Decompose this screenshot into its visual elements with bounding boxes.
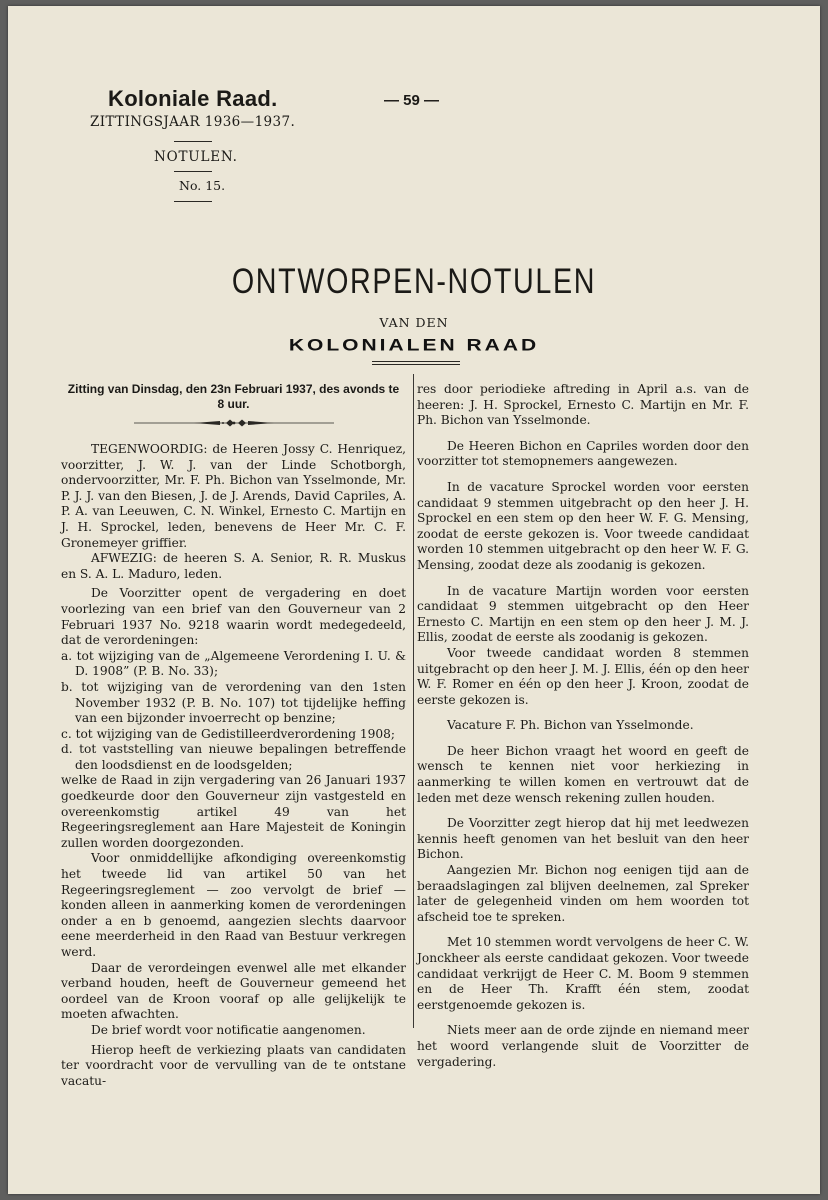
ornament-rule-icon [134,418,334,428]
title-rule [372,361,460,362]
body-paragraph: De Voorzitter opent de vergadering en doet voorlezing van een brief van den Gouverneur van 2 Februari 1937 No. 9218 waarin wordt medegedeeld, dat de verordeningen: [61,586,406,648]
body-paragraph: Voor tweede candidaat worden 8 stemmen uitgebracht op den heer J. M. J. Ellis, één op den heer W. F. Romer en één op den heer J. Kroon, zoodat de eerste gekozen is. [417,645,749,707]
body-paragraph: Daar de verordeingen evenwel alle met elkander verband houden, heeft de Gouverneur gemeend het oordeel van de Kroon vooraf op alle gelijkelijk te moeten afwachten. [61,960,406,1022]
right-column [417,382,749,1070]
list-item: d. tot vaststelling van nieuwe bepalingen betreffende den loodsdienst en de loodsgelden; [61,742,406,772]
document-page [8,6,820,1194]
body-paragraph: De Heeren Bichon en Capriles worden door den voorzitter tot stemopnemers aangewezen. [417,438,749,469]
left-column [61,382,406,1089]
list-item: a. tot wijziging van de „Algemeene Verordening I. U. & D. 1908” (P. B. No. 33); [61,648,406,679]
body-paragraph: In de vacature Martijn worden voor eersten candidaat 9 stemmen uitgebracht op den Heer Ernesto C. Martijn en een stem op den heer J. M. J. Ellis, zoodat de eerste als zoodanig is gekozen. [417,583,749,645]
closing-paragraph: Niets meer aan de orde zijnde en niemand meer het woord verlangende sluit de Voorzitter de vergadering. [417,1023,749,1069]
body-paragraph: Met 10 stemmen wordt vervolgens de heer C. W. Jonckheer als eerste candidaat gekozen. Voor tweede candidaat verkrijgt de Heer C. M. Boom 9 stemmen en de Heer Th. Krafft één stem, zoodat eerstgenoemde gekozen is. [417,935,749,1012]
body-paragraph: Voor onmiddellijke afkondiging overeenkomstig het tweede lid van artikel 50 van het Regeeringsreglement — zoo vervolgt de brief — konden alleen in aanmerking komen de verordeningen onder a en b genoemd, aangezien slechts daarvoor eene meerderheid in den Raad van Bestuur verkregen werd. [61,851,406,959]
body-paragraph: res door periodieke aftreding in April a.s. van de heeren: J. H. Sprockel, Ernesto C. Martijn en Mr. F. Ph. Bichon van Ysselmonde. [417,382,749,428]
title-connector: VAN DEN [379,315,449,330]
header-rule [174,171,212,172]
list-item: b. tot wijziging van de verordening van den 1sten November 1932 (P. B. No. 107) tot tijdelijke heffing van een bijzonder invoerrecht op benzine; [61,679,406,726]
section-label: NOTULEN. [154,149,238,165]
body-paragraph: Aangezien Mr. Bichon nog eenigen tijd aan de beraadslagingen zal blijven deelnemen, zal Spreker later de gelegenheid vinden om hem woorden tot afscheid toe te spreken. [417,863,749,924]
attendance-paragraph: TEGENWOORDIG: de Heeren Jossy C. Henriquez, voorzitter, J. W. J. van der Linde Schotborgh, ondervoorzitter, Mr. F. Ph. Bichon van Ysselmonde, Mr. P. J. J. van den Biesen, J. de J. Arends, David Capriles, A. P. A. van Leeuwen, C. N. Winkel, Ernesto C. Martijn en J. H. Sprockel, leden, benevens de Heer Mr. C. F. Gronemeyer griffier. [61,442,406,550]
title-rule [372,364,460,365]
body-paragraph: Hierop heeft de verkiezing plaats van candidaten ter voordracht voor de vervulling van de te ontstane vacatu- [61,1042,406,1088]
absence-paragraph: AFWEZIG: de heeren S. A. Senior, R. R. Muskus en S. A. L. Maduro, leden. [61,551,406,581]
body-paragraph: De brief wordt voor notificatie aangenomen. [91,1022,366,1037]
council-title: KOLONIALEN RAAD [288,336,540,355]
header-rule [174,201,212,202]
session-heading: Zitting van Dinsdag, den 23n Februari 1937, des avonds te 8 uur. [67,382,400,411]
body-paragraph: De Voorzitter zegt hierop dat hij met leedwezen kennis heeft genomen van het besluit van den heer Bichon. [417,816,749,862]
body-paragraph: De heer Bichon vraagt het woord en geeft de wensch te kennen niet voor herkiezing in aanmerking te willen komen en vertrouwt dat de leden met deze wensch rekening zullen houden. [417,743,749,805]
body-paragraph: welke de Raad in zijn vergadering van 26 Januari 1937 goedkeurde door den Gouverneur zijn vastgesteld en overeenkomstig artikel 49 van het Regeeringsreglement aan Hare Majesteit de Koningin zullen worden doorgezonden. [61,773,406,850]
main-title: ONTWORPEN-NOTULEN [231,262,597,301]
list-item: c. tot wijziging van de Gedistilleerdverordening 1908; [61,726,396,741]
vacancy-heading: Vacature F. Ph. Bichon van Ysselmonde. [447,718,694,733]
page-number: — 59 — [384,92,440,109]
column-divider [413,374,414,1028]
header-rule [174,141,212,142]
council-name: Koloniale Raad. [108,86,278,111]
body-paragraph: In de vacature Sprockel worden voor eersten candidaat 9 stemmen uitgebracht op den heer J. H. Sprockel en een stem op den heer W. F. G. Mensing, zoodat de eerste gekozen is. Voor tweede candidaat worden 10 stemmen uitgebracht op den heer W. F. G. Mensing, zoodat deze als zoodanig is gekozen. [417,479,749,572]
session-year: ZITTINGSJAAR 1936—1937. [90,114,296,130]
issue-number: No. 15. [179,178,226,193]
